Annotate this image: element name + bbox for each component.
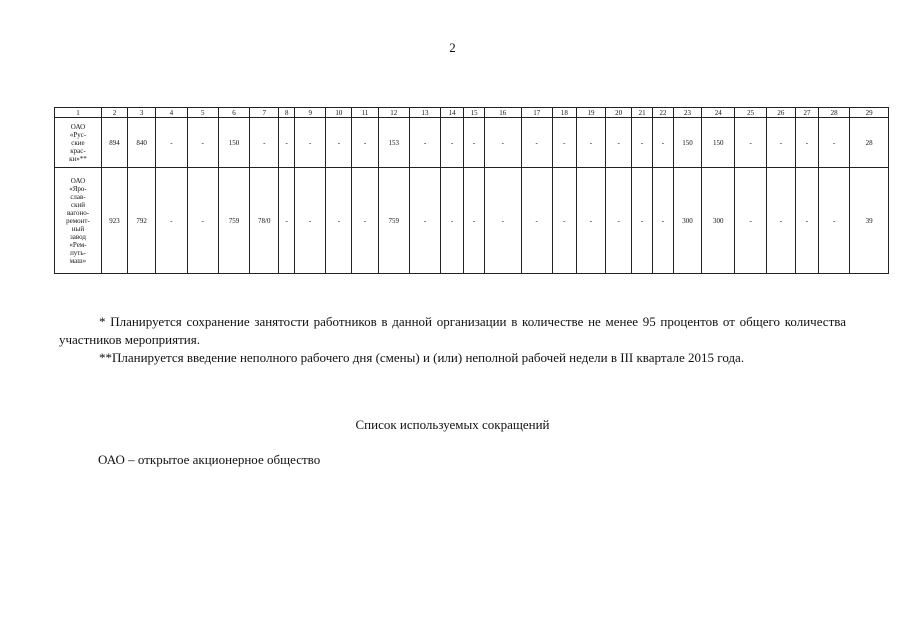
value-cell: 28 bbox=[850, 118, 889, 168]
value-cell: 150 bbox=[218, 118, 249, 168]
organization-name-line: «Яро- bbox=[69, 184, 87, 193]
value-cell: 759 bbox=[218, 168, 249, 274]
header-cell-4: 4 bbox=[156, 108, 187, 118]
header-cell-25: 25 bbox=[735, 108, 766, 118]
organization-name-line: «Рус- bbox=[69, 130, 87, 139]
value-cell: - bbox=[352, 168, 378, 274]
value-cell: 150 bbox=[702, 118, 735, 168]
value-cell: - bbox=[766, 168, 795, 274]
value-cell: - bbox=[464, 118, 485, 168]
header-cell-11: 11 bbox=[352, 108, 378, 118]
value-cell: 39 bbox=[850, 168, 889, 274]
header-cell-21: 21 bbox=[632, 108, 653, 118]
value-cell: - bbox=[156, 118, 187, 168]
value-cell: - bbox=[409, 118, 440, 168]
header-cell-8: 8 bbox=[279, 108, 295, 118]
header-cell-3: 3 bbox=[128, 108, 156, 118]
value-cell: - bbox=[464, 168, 485, 274]
value-cell: - bbox=[187, 118, 218, 168]
organization-name-line: ремонт- bbox=[66, 216, 90, 225]
footnote-part-time: **Планируется введение неполного рабочего дня (смены) и (или) неполной рабочей недели в III квартале 2015 года. bbox=[99, 350, 745, 365]
organization-name-line: ный bbox=[71, 224, 85, 233]
value-cell: - bbox=[521, 118, 552, 168]
abbreviations-title: Список используемых сокращений bbox=[355, 417, 550, 432]
header-cell-26: 26 bbox=[766, 108, 795, 118]
value-cell: - bbox=[606, 118, 632, 168]
footnote-employment: * Планируется сохранение занятости работников в данной организации в количестве не менее 95 процентов от общего количества участников мероприятия. bbox=[59, 314, 846, 347]
value-cell: - bbox=[409, 168, 440, 274]
value-cell: - bbox=[576, 118, 605, 168]
value-cell: - bbox=[796, 118, 819, 168]
organization-name-line: слав- bbox=[70, 192, 86, 201]
value-cell: - bbox=[485, 168, 522, 274]
organization-name-line: вагоно- bbox=[66, 208, 90, 217]
header-cell-19: 19 bbox=[576, 108, 605, 118]
value-cell: - bbox=[818, 118, 849, 168]
table-row bbox=[55, 118, 889, 168]
header-cell-15: 15 bbox=[464, 108, 485, 118]
value-cell: - bbox=[606, 168, 632, 274]
header-cell-6: 6 bbox=[218, 108, 249, 118]
value-cell: 840 bbox=[128, 118, 156, 168]
value-cell: - bbox=[352, 118, 378, 168]
header-cell-16: 16 bbox=[485, 108, 522, 118]
value-cell: - bbox=[295, 168, 326, 274]
header-cell-18: 18 bbox=[552, 108, 576, 118]
header-cell-12: 12 bbox=[378, 108, 409, 118]
value-cell: 792 bbox=[128, 168, 156, 274]
organization-name-line: ские bbox=[71, 138, 85, 147]
abbreviation-item: ОАО – открытое акционерное общество bbox=[98, 452, 321, 467]
header-cell-23: 23 bbox=[673, 108, 701, 118]
organization-name-line: ОАО bbox=[70, 176, 86, 185]
value-cell: 300 bbox=[673, 168, 701, 274]
header-cell-14: 14 bbox=[441, 108, 464, 118]
data-table bbox=[54, 107, 889, 274]
value-cell: - bbox=[766, 118, 795, 168]
value-cell: - bbox=[552, 168, 576, 274]
organization-name-line: ки»** bbox=[69, 154, 87, 163]
header-cell-7: 7 bbox=[250, 108, 279, 118]
value-cell: 78/0 bbox=[250, 168, 279, 274]
header-cell-20: 20 bbox=[606, 108, 632, 118]
value-cell: - bbox=[818, 168, 849, 274]
organization-cell bbox=[55, 118, 102, 168]
value-cell: - bbox=[735, 168, 766, 274]
value-cell: - bbox=[250, 118, 279, 168]
value-cell: - bbox=[295, 118, 326, 168]
value-cell: - bbox=[653, 168, 674, 274]
value-cell: 759 bbox=[378, 168, 409, 274]
header-cell-27: 27 bbox=[796, 108, 819, 118]
header-cell-1: 1 bbox=[55, 108, 102, 118]
organization-name-line: маш» bbox=[69, 256, 87, 265]
header-cell-5: 5 bbox=[187, 108, 218, 118]
value-cell: - bbox=[796, 168, 819, 274]
header-cell-22: 22 bbox=[653, 108, 674, 118]
value-cell: - bbox=[653, 118, 674, 168]
table-header-row bbox=[55, 108, 889, 118]
value-cell: - bbox=[441, 168, 464, 274]
value-cell: - bbox=[521, 168, 552, 274]
value-cell: 153 bbox=[378, 118, 409, 168]
header-cell-10: 10 bbox=[326, 108, 352, 118]
value-cell: 894 bbox=[101, 118, 127, 168]
header-cell-9: 9 bbox=[295, 108, 326, 118]
value-cell: - bbox=[279, 168, 295, 274]
organization-cell bbox=[55, 168, 102, 274]
organization-name-line: ОАО bbox=[70, 122, 86, 131]
value-cell: - bbox=[632, 168, 653, 274]
header-cell-13: 13 bbox=[409, 108, 440, 118]
header-cell-29: 29 bbox=[850, 108, 889, 118]
organization-name-line: крас- bbox=[70, 146, 86, 155]
value-cell: - bbox=[326, 118, 352, 168]
value-cell: - bbox=[279, 118, 295, 168]
page-number: 2 bbox=[449, 40, 456, 55]
value-cell: 300 bbox=[702, 168, 735, 274]
footnotes bbox=[59, 313, 846, 367]
header-cell-17: 17 bbox=[521, 108, 552, 118]
value-cell: 150 bbox=[673, 118, 701, 168]
value-cell: - bbox=[632, 118, 653, 168]
organization-name-line: «Рем- bbox=[69, 240, 87, 249]
header-cell-28: 28 bbox=[818, 108, 849, 118]
header-cell-2: 2 bbox=[101, 108, 127, 118]
header-cell-24: 24 bbox=[702, 108, 735, 118]
value-cell: - bbox=[485, 118, 522, 168]
organization-name-line: путь- bbox=[70, 248, 86, 257]
organization-name-line: ский bbox=[70, 200, 85, 209]
value-cell: - bbox=[156, 168, 187, 274]
value-cell: - bbox=[576, 168, 605, 274]
table-row bbox=[55, 168, 889, 274]
value-cell: - bbox=[552, 118, 576, 168]
value-cell: - bbox=[735, 118, 766, 168]
value-cell: - bbox=[441, 118, 464, 168]
value-cell: - bbox=[187, 168, 218, 274]
organization-name-line: завод bbox=[69, 232, 86, 241]
value-cell: 923 bbox=[101, 168, 127, 274]
value-cell: - bbox=[326, 168, 352, 274]
